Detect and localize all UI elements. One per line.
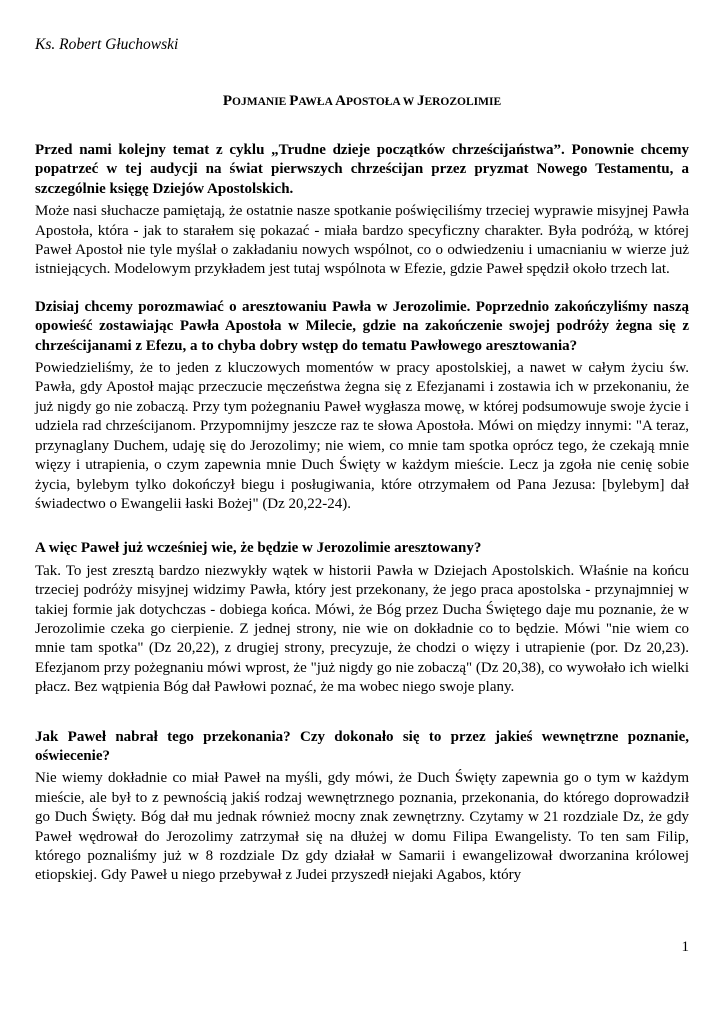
answer-paragraph: Może nasi słuchacze pamiętają, że ostatnie nasze spotkanie poświęciliśmy trzeciej wyprawie misyjnej Pawła Apostoła, która - jak to starałem się pokazać - miała bardzo specyficzny charakter. Była podróżą, w której Paweł Apostoł nie tyle myślał o zakładaniu nowych wspólnot, co o odwiedzeniu i umacnianiu w wierze już istniejących. Modelowym przykładem jest tutaj wspólnota w Efezie, gdzie Paweł spędził około trzech lat. [35,203,689,278]
title-part: EROZOLIMIE [424,96,502,108]
title-part: AWŁA [298,96,336,108]
title-part: P [289,93,299,109]
answer-paragraph: Tak. To jest zresztą bardzo niezwykły wątek w historii Pawła w Dziejach Apostolskich. Właśnie na końcu trzeciej podróży misyjnej widzimy Pawła, który jest przekonany, że jego praca apostolska - przynajmniej w takiej formie jak dotychczas - dobiega końca. Mówi, że Bóg przez Ducha Świętego daje mu poznanie, że w Jerozolimie czeka go cierpienie. Z jednej strony, nie wie on dokładnie co to będzie. Mówi "nie wiem co mnie tam spotka" (Dz 20,22), z drugiej strony, precyzuje, że chodzi o więzy i utrapienie (por. Dz 20,23). Efezjanom przy pożegnaniu mówi wprost, że "już nigdy go nie zobaczą" (Dz 20,38), co wywołało ich wielki płacz. Bez wątpienia Bóg dał Pawłowi poznać, że ma wobec niego swoje plany. [35,562,689,696]
title-part: P [222,93,233,109]
question-paragraph: A więc Paweł już wcześniej wie, że będzie w Jerozolimie aresztowany? [35,540,482,557]
title-part: J [416,93,425,109]
interview-body [35,141,689,886]
answer-paragraph: Nie wiemy dokładnie co miał Paweł na myśli, gdy mówi, że Duch Święty zapewnia go o tym w każdym mieście, ale był to z pewnością jakiś rodzaj wewnętrznego poznania, przekonania, do którego doprowadził go Duch Święty. Bóg dał mu jednak również mocny znak zewnętrzny. Czytamy w 21 rozdziale Dz, że gdy Paweł wędrował do Jerozolimy zatrzymał się na dłużej w domu Filipa Ewangelisty. To ten sam Filip, którego poznaliśmy już w 8 rozdziale Dz gdy działał w Samarii i ewangelizował dworzanina królowej etiopskiej. Gdy Paweł u niego przebywał z Judei przyszedł niejaki Agabos, który [35,770,689,884]
question-paragraph: Przed nami kolejny temat z cyklu „Trudne dzieje początków chrześcijaństwa”. Ponownie chcemy popatrzeć w tej audycji na świat pierwszych chrześcijan przez pryzmat Nowego Testamentu, a szczególnie księgę Dziejów Apostolskich. [35,142,689,197]
question-paragraph: Dzisiaj chcemy porozmawiać o aresztowaniu Pawła w Jerozolimie. Poprzednio zakończyliśmy naszą opowieść zostawiając Pawła Apostoła w Milecie, gdzie na zakończenie swojej podróży żegna się z chrześcijanami z Efezu, a to chyba dobry wstęp do tematu Pawłowego aresztowania? [35,298,689,354]
question-paragraph: Jak Paweł nabrał tego przekonania? Czy dokonało się to przez jakieś wewnętrzne poznanie, oświecenie? [35,728,689,764]
title-part: A [335,93,346,109]
title-part: POSTOŁA W [345,96,417,108]
answer-paragraph: Powiedzieliśmy, że to jeden z kluczowych momentów w pracy apostolskiej, a nawet w całym życiu św. Pawła, gdy Apostoł mając przeczucie męczeństwa żegna się z Efezjanami i zostawia ich w przekonaniu, że już nigdy go nie zobaczą. Przy tym pożegnaniu Paweł wygłasza mowę, w której podsumowuje swoje życie i udziela rad chrześcijanom. Przypomnijmy jeszcze raz te słowa Apostoła. Mówi on między innymi: "A teraz, przynaglany Duchem, udaję się do Jerozolimy; nie wiem, co mnie tam spotka oprócz tego, że czekają mnie więzy i utrapienia, o czym zapewnia mnie Duch Święty w każdym mieście. Lecz ja zgoła nie cenię sobie życia, bylebym tylko dokończył biegu i posługiwania, które otrzymałem od Pana Jezusa: [bylebym] dał świadectwo o Ewangelii łaski Bożej" (Dz 20,22-24). [35,360,689,512]
title-part: OJMANIE [232,96,290,108]
page-number: 1 [681,939,689,955]
document-title [0,92,724,111]
author-name: Ks. Robert Głuchowski [35,36,179,53]
